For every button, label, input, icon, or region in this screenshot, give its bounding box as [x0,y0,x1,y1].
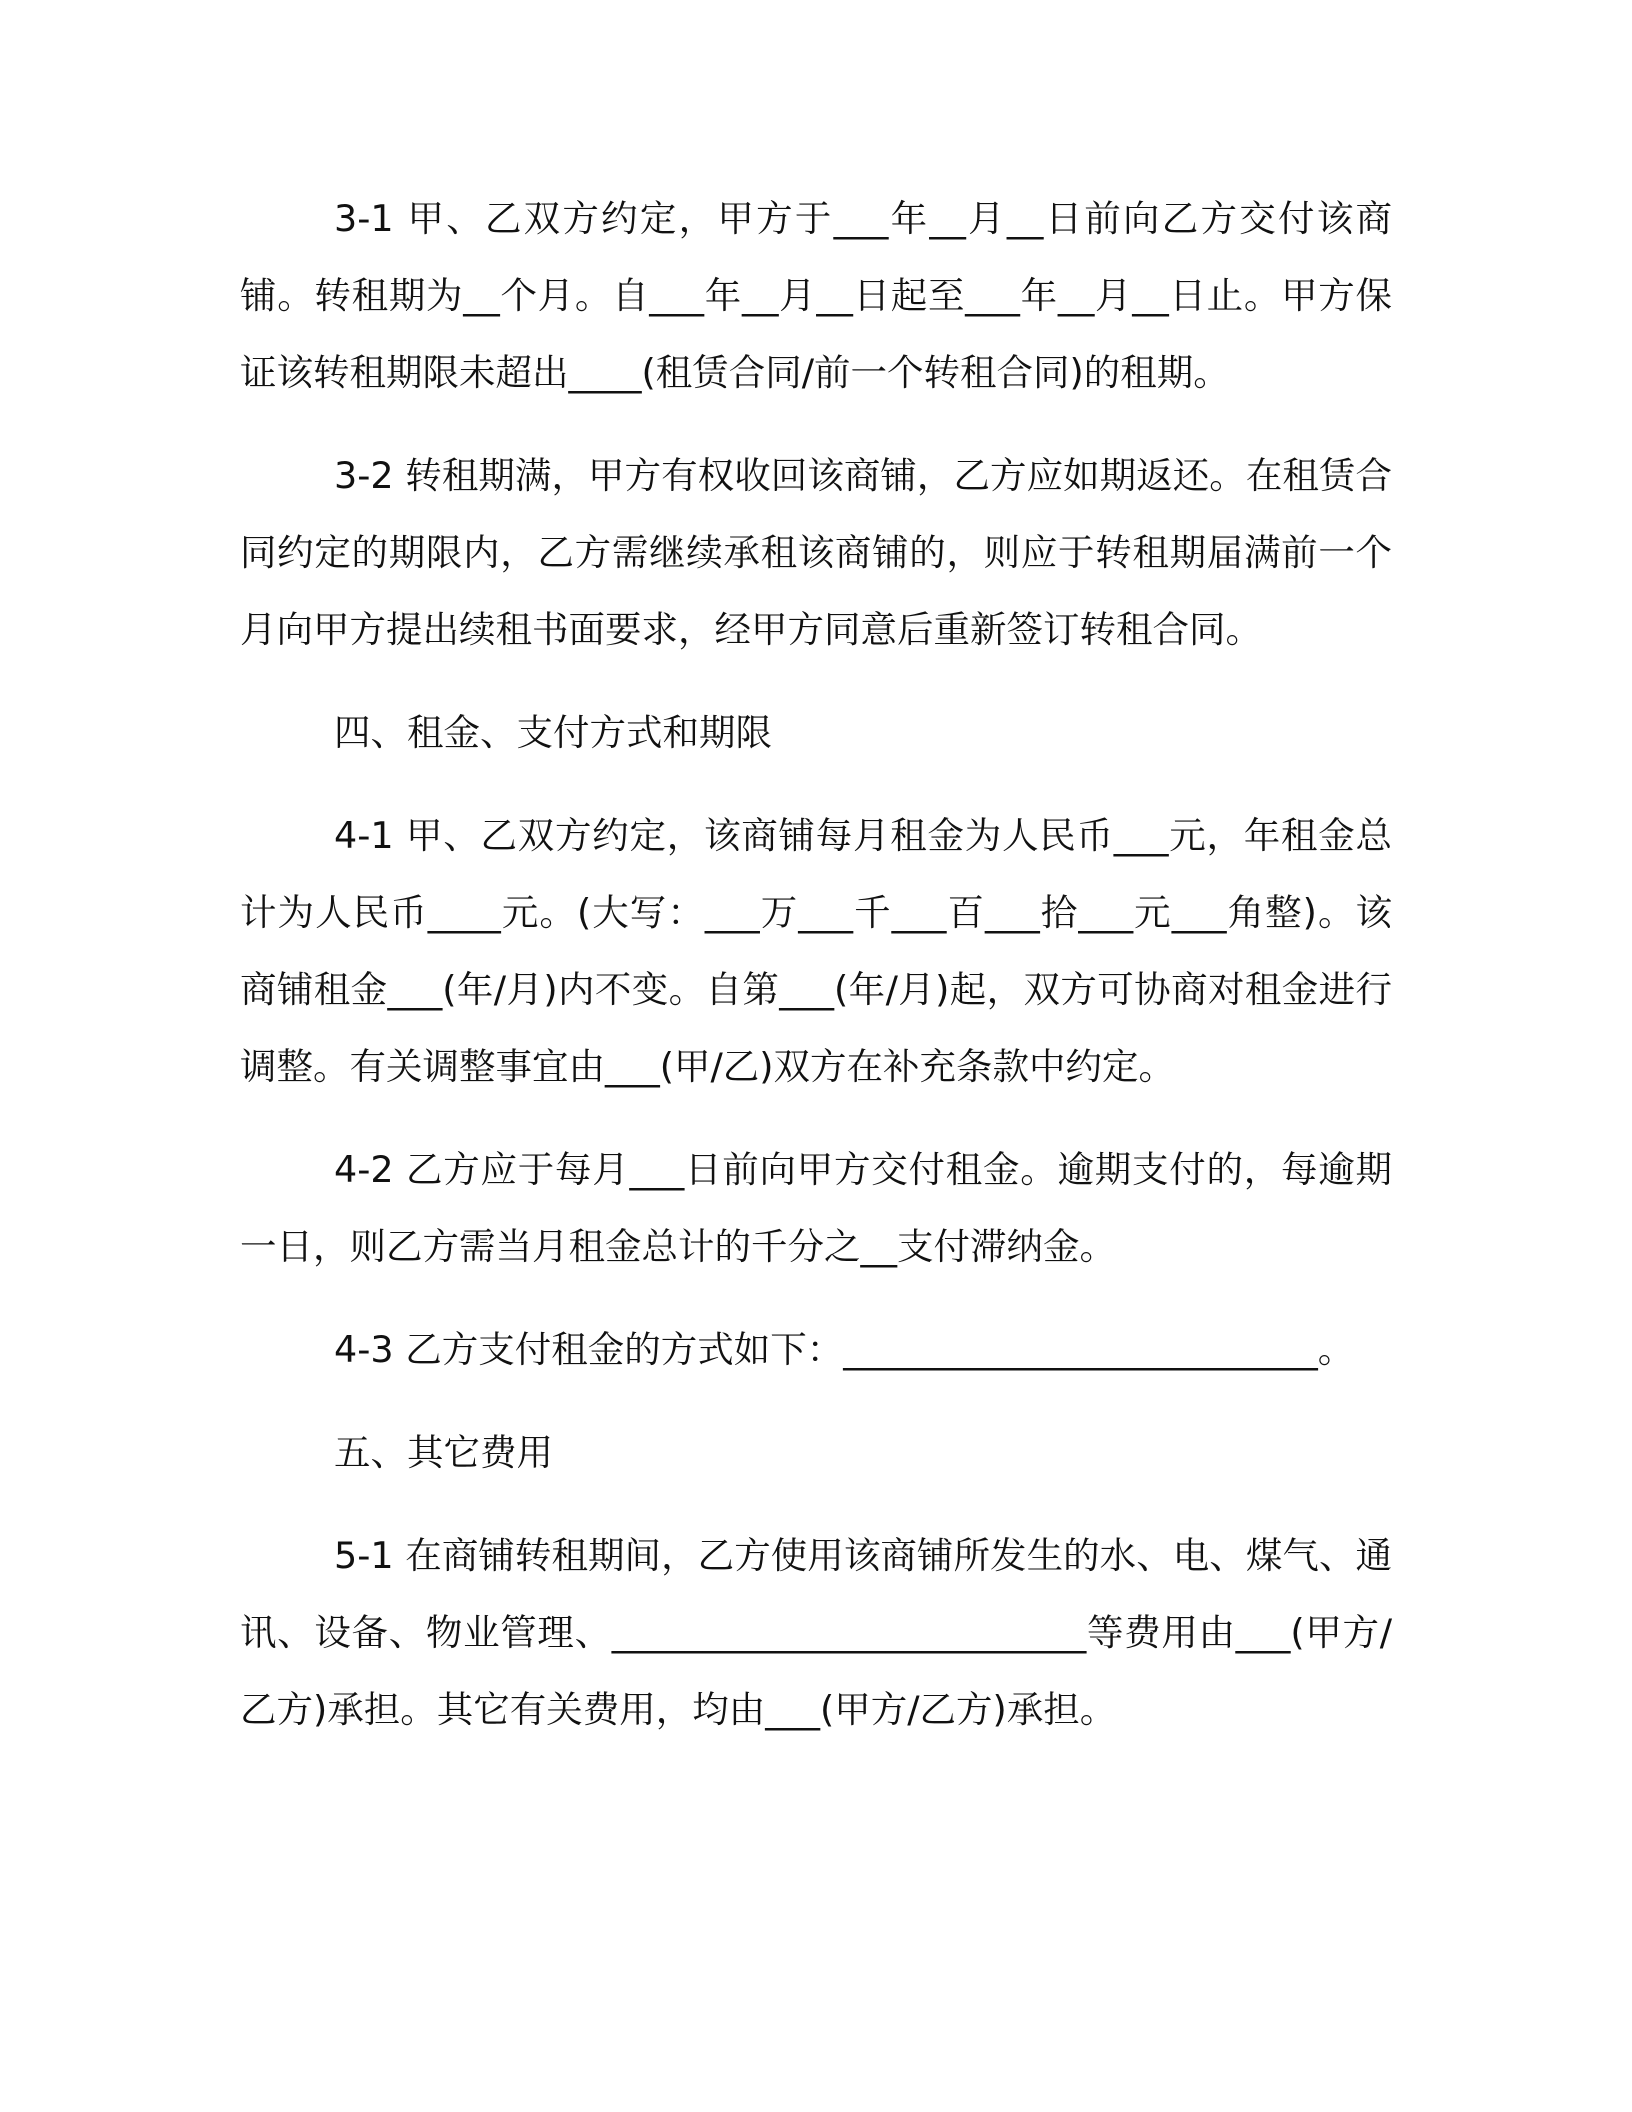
clause-5-1: 5-1 在商铺转租期间，乙方使用该商铺所发生的水、电、煤气、通讯、设备、物业管理、__________________________等费用由___(甲方/乙方)承担。其它有关费用，均由___(甲方/乙方)承担。 [240,1534,1392,1731]
section-heading-4: 四、租金、支付方式和期限 [334,711,772,754]
clause-4-3: 4-3 乙方支付租金的方式如下：__________________________。 [334,1328,1355,1371]
clause-4-1: 4-1 甲、乙双方约定，该商铺每月租金为人民币___元，年租金总计为人民币____元。(大写：___万___千___百___拾___元___角整)。该商铺租金___(年/月)内不变。自第___(年/月)起，双方可协商对租金进行调整。有关调整事宜由___(甲/乙)双方在补充条款中约定。 [240,814,1392,1088]
clause-4-2: 4-2 乙方应于每月___日前向甲方交付租金。逾期支付的，每逾期一日，则乙方需当月租金总计的千分之__支付滞纳金。 [240,1148,1392,1268]
clause-3-1: 3-1 甲、乙双方约定，甲方于___年__月__日前向乙方交付该商铺。转租期为__个月。自___年__月__日起至___年__月__日止。甲方保证该转租期限未超出____(租赁合同/前一个转租合同)的租期。 [240,197,1392,394]
document-body [240,180,1392,1774]
section-heading-5: 五、其它费用 [334,1431,553,1474]
clause-3-2: 3-2 转租期满，甲方有权收回该商铺，乙方应如期返还。在租赁合同约定的期限内，乙方需继续承租该商铺的，则应于转租期届满前一个月向甲方提出续租书面要求，经甲方同意后重新签订转租合同。 [240,454,1392,651]
